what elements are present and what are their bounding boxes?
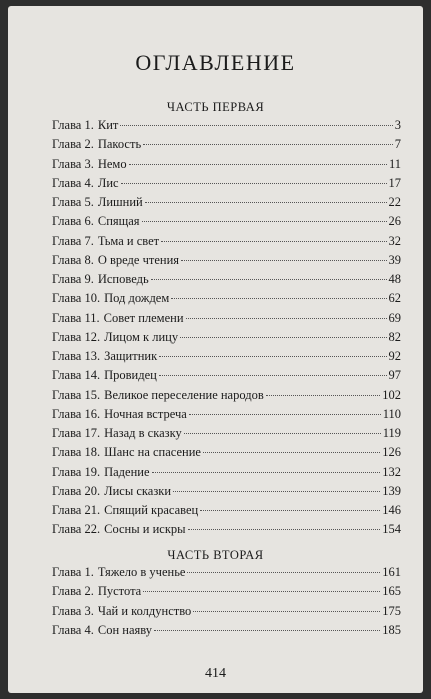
toc-entry [52, 501, 401, 520]
part-two-heading: ЧАСТЬ ВТОРАЯ [167, 548, 264, 562]
dot-leader [203, 452, 380, 453]
chapter-title: Тьма и свет [97, 233, 160, 248]
chapter-label: Глава 11. [52, 310, 100, 325]
dot-leader [200, 510, 380, 511]
chapter-label: Глава 4. [52, 175, 94, 190]
page-ref: 175 [382, 603, 401, 618]
dot-leader [189, 414, 381, 415]
chapter-label: Глава 1. [52, 565, 94, 579]
toc-entry [52, 193, 401, 212]
chapter-label: Глава 6. [52, 214, 94, 229]
toc-entry [52, 482, 401, 501]
chapter-title: Немо [97, 156, 127, 171]
chapter-title: Тяжело в ученье [97, 565, 186, 579]
page-ref: 48 [388, 272, 401, 286]
chapter-title: Защитник [104, 349, 158, 363]
page-ref: 32 [388, 233, 401, 248]
chapter-label: Глава 2. [52, 137, 94, 152]
chapter-title: Спящий красавец [104, 503, 199, 517]
toc-entry [52, 463, 401, 482]
dot-leader [266, 395, 380, 396]
toc-entry [52, 116, 401, 135]
page-ref: 82 [388, 329, 401, 344]
dot-leader [187, 572, 380, 573]
chapter-title: Лис [97, 175, 119, 190]
chapter-title: Ночная встреча [104, 406, 187, 421]
chapter-title: Лицом к лицу [104, 329, 179, 344]
dot-leader [152, 472, 381, 473]
chapter-title: Под дождем [104, 291, 170, 306]
dot-leader [145, 202, 387, 203]
page-ref: 154 [382, 522, 401, 537]
chapter-title: Шанс на спасение [104, 445, 201, 460]
dot-leader [188, 529, 381, 530]
page-ref: 11 [388, 156, 401, 171]
chapter-title: Падение [104, 464, 150, 479]
toc-entry [52, 174, 401, 193]
page-ref: 161 [382, 565, 401, 579]
page-ref: 185 [382, 622, 401, 637]
dot-leader [143, 591, 380, 592]
page-ref: 3 [394, 118, 401, 132]
chapter-title: Пакость [97, 137, 142, 152]
book-page [8, 6, 423, 693]
chapter-title: Исповедь [97, 272, 149, 286]
page-ref: 139 [382, 483, 401, 498]
toc-entry [52, 602, 401, 621]
chapter-label: Глава 22. [52, 522, 101, 537]
toc-entry [52, 443, 401, 462]
part-one-heading: ЧАСТЬ ПЕРВАЯ [166, 100, 265, 114]
dot-leader [173, 491, 380, 492]
page-ref: 62 [388, 291, 401, 306]
toc-entry [52, 251, 401, 270]
chapter-label: Глава 9. [52, 272, 94, 286]
chapter-label: Глава 15. [52, 387, 101, 402]
toc-entry [52, 135, 401, 154]
dot-leader [120, 125, 392, 126]
page-ref: 110 [382, 406, 401, 421]
toc-entry [52, 155, 401, 174]
chapter-title: Сон наяву [97, 622, 152, 637]
page-ref: 26 [388, 214, 401, 229]
page-ref: 119 [382, 426, 401, 440]
page-ref: 165 [382, 584, 401, 599]
dot-leader [171, 298, 386, 299]
dot-leader [143, 144, 393, 145]
chapter-label: Глава 5. [52, 195, 94, 209]
toc-entry [52, 328, 401, 347]
chapter-label: Глава 16. [52, 406, 101, 421]
chapter-title: Лисы сказки [104, 483, 172, 498]
toc-entry [52, 386, 401, 405]
chapter-label: Глава 4. [52, 622, 94, 637]
toc-entry [52, 347, 401, 366]
chapter-label: Глава 17. [52, 426, 101, 440]
toc-entry [52, 582, 401, 601]
chapter-title: Спящая [97, 214, 140, 229]
dot-leader [159, 356, 386, 357]
chapter-title: Чай и колдунство [97, 603, 192, 618]
toc-entry [52, 424, 401, 443]
page-ref: 146 [382, 503, 401, 517]
dot-leader [129, 164, 387, 165]
dot-leader [151, 279, 387, 280]
toc-entry [52, 520, 401, 539]
chapter-label: Глава 12. [52, 329, 101, 344]
chapter-label: Глава 21. [52, 503, 101, 517]
page-ref: 22 [388, 195, 401, 209]
chapter-label: Глава 20. [52, 483, 101, 498]
toc-entry [52, 405, 401, 424]
page-ref: 126 [382, 445, 401, 460]
toc-part-one [52, 116, 401, 540]
toc-entry [52, 621, 401, 640]
chapter-title: Сосны и искры [104, 522, 186, 537]
chapter-label: Глава 19. [52, 464, 101, 479]
chapter-title: О вреде чтения [97, 252, 180, 267]
toc-entry [52, 563, 401, 582]
toc-entry [52, 289, 401, 308]
chapter-label: Глава 3. [52, 156, 94, 171]
toc-entry [52, 232, 401, 251]
chapter-label: Глава 7. [52, 233, 94, 248]
page-ref: 132 [382, 464, 401, 479]
toc-entry [52, 270, 401, 289]
chapter-title: Назад в сказку [104, 426, 182, 440]
page-ref: 92 [388, 349, 401, 363]
page-ref: 7 [394, 137, 401, 152]
chapter-label: Глава 8. [52, 252, 94, 267]
dot-leader [142, 221, 387, 222]
chapter-title: Пустота [97, 584, 142, 599]
dot-leader [184, 433, 381, 434]
page-ref: 69 [388, 310, 401, 325]
dot-leader [193, 611, 380, 612]
dot-leader [121, 183, 387, 184]
page-title: ОГЛАВЛЕНИЕ [135, 50, 296, 75]
toc-entry [52, 212, 401, 231]
chapter-title: Совет племени [103, 310, 184, 325]
dot-leader [154, 630, 380, 631]
page-number: 414 [205, 666, 226, 681]
chapter-title: Провидец [104, 368, 157, 383]
chapter-label: Глава 10. [52, 291, 101, 306]
dot-leader [186, 318, 387, 319]
chapter-label: Глава 18. [52, 445, 101, 460]
dot-leader [161, 241, 386, 242]
page-ref: 17 [388, 175, 401, 190]
page-ref: 102 [382, 387, 401, 402]
toc-entry [52, 366, 401, 385]
chapter-title: Кит [97, 118, 119, 132]
dot-leader [180, 337, 386, 338]
page-ref: 39 [388, 252, 401, 267]
chapter-label: Глава 3. [52, 603, 94, 618]
page-ref: 97 [388, 368, 401, 383]
chapter-title: Лишний [97, 195, 143, 209]
chapter-label: Глава 1. [52, 118, 94, 132]
dot-leader [181, 260, 386, 261]
chapter-title: Великое переселение народов [104, 387, 264, 402]
dot-leader [159, 375, 387, 376]
chapter-label: Глава 14. [52, 368, 101, 383]
toc-entry [52, 309, 401, 328]
chapter-label: Глава 2. [52, 584, 94, 599]
chapter-label: Глава 13. [52, 349, 101, 363]
toc-part-two [52, 563, 401, 640]
